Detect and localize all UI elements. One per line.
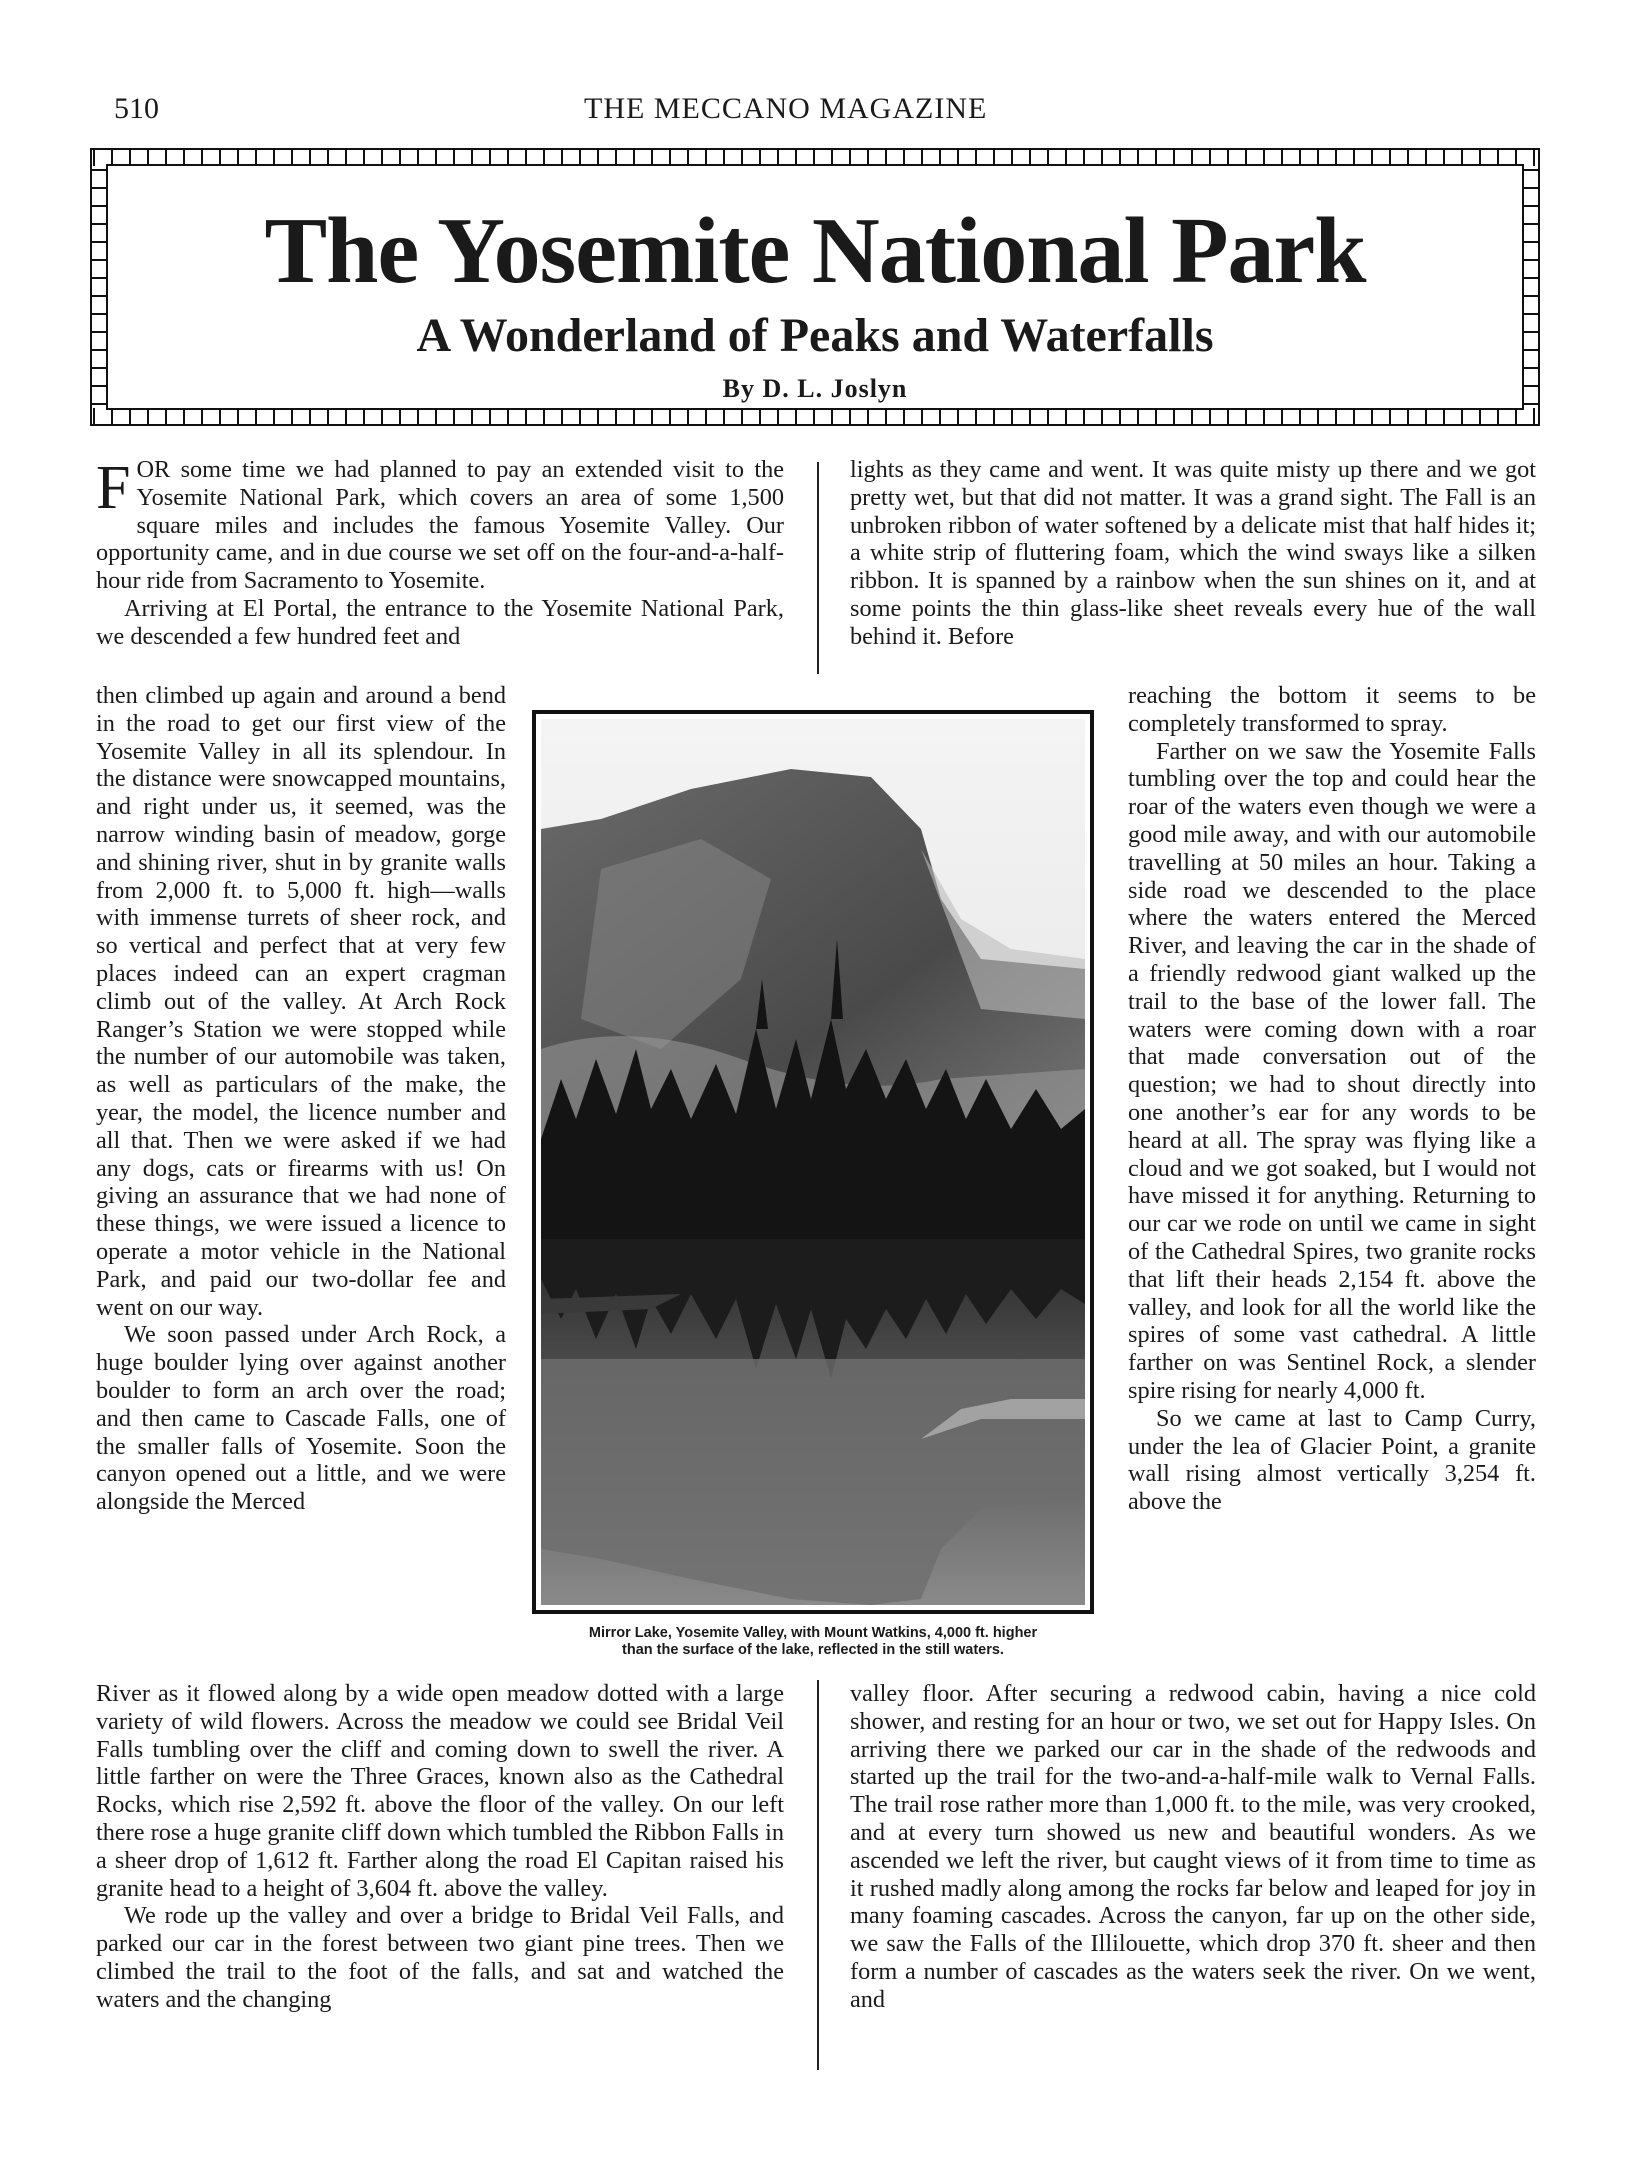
column-left-top bbox=[96, 456, 784, 651]
column-right-bottom bbox=[850, 1680, 1536, 2014]
drop-cap: F bbox=[96, 454, 131, 522]
paragraph: Arriving at El Portal, the entrance to the Yosemite National Park, we descended a few hundred feet and bbox=[96, 594, 784, 650]
column-divider bbox=[817, 462, 819, 674]
column-right-top bbox=[850, 456, 1536, 651]
column-divider bbox=[817, 1680, 819, 2070]
paragraph bbox=[96, 456, 784, 595]
paragraph: lights as they came and went. It was quite misty up there and we got pretty wet, but that did not matter. It was a grand sight. The Fall is an unbroken ribbon of water softened by a delicate mist that half hides it; a white strip of fluttering foam, which the wind sways like a silken ribbon. It is spanned by a rainbow when the sun shines on it, and at some points the thin glass-like sheet reveals every hue of the wall behind it. Before bbox=[850, 456, 1536, 650]
article-title: The Yosemite National Park bbox=[264, 199, 1366, 303]
paragraph: We rode up the valley and over a bridge to Bridal Veil Falls, and parked our car in the forest between two giant pine trees. Then we climbed the trail to the foot of the falls, and sat and watched the waters and the changing bbox=[96, 1902, 784, 2013]
column-right-middle bbox=[1128, 682, 1536, 1516]
page-number: 510 bbox=[114, 92, 159, 125]
paragraph: So we came at last to Camp Curry, under the lea of Glacier Point, a granite wall rising almost vertically 3,254 ft. above the bbox=[1128, 1404, 1536, 1516]
byline: By D. L. Joslyn bbox=[722, 374, 908, 403]
mirror-lake-photo bbox=[532, 710, 1094, 1614]
photo-caption bbox=[532, 1625, 1094, 1659]
paragraph: then climbed up again and around a bend in the road to get our first view of the Yosemite Valley in all its splendour. In the distance were snowcapped mountains, and right under us, it seemed, was the narrow winding basin of meadow, gorge and shining river, shut in by granite walls from 2,000 ft. to 5,000 ft. high—walls with immense turrets of sheer rock, and so vertical and perfect that at very few places indeed can an expert cragman climb out of the valley. At Arch Rock Ranger’s Station we were stopped while the number of our automobile was taken, as well as particulars of the make, the year, the model, the licence number and all that. Then we were asked if we had any dogs, cats or firearms with us! On giving an assurance that we had none of these things, we were issued a licence to operate a motor vehicle in the National Park, and paid our two-dollar fee and went on our way. bbox=[96, 682, 506, 1321]
paragraph: Farther on we saw the Yosemite Falls tumbling over the top and could hear the roar of the waters even though we were a good mile away, and with our automobile travelling at 50 miles an hour. Taking a side road we descended to the place where the waters entered the Merced River, and leaving the car in the shade of a friendly redwood giant walked up the trail to the base of the lower fall. The waters were coming down with a roar that made conversation out of the question; we had to shout directly into one another’s ear for any words to be heard at all. The spray was flying like a cloud and we got soaked, but I would not have missed it for anything. Returning to our car we rode on until we came in sight of the Cathedral Spires, two granite rocks that lift their heads 2,154 ft. above the valley, and look for all the world like the spires of some vast cathedral. A little farther on was Sentinel Rock, a slender spire rising for nearly 4,000 ft. bbox=[1128, 737, 1536, 1404]
mirror-lake-image bbox=[541, 719, 1085, 1605]
paragraph: reaching the bottom it seems to be completely transformed to spray. bbox=[1128, 682, 1536, 737]
paragraph: valley floor. After securing a redwood cabin, having a nice cold shower, and resting for an hour or two, we set out for Happy Isles. On arriving there we parked our car in the shade of the redwoods and started up the trail for the two-and-a-half-mile walk to Vernal Falls. The trail rose rather more than 1,000 ft. to the mile, was very crooked, and at every turn showed us new and beautiful wonders. As we ascended we left the river, but caught views of it from time to time as it rushed madly along among the rocks far below and leaped for joy in many foaming cascades. Across the canyon, far up on the other side, we saw the Falls of the Illilouette, which drop 370 ft. sheer and then form a number of cascades as the waters seek the river. On we went, and bbox=[850, 1680, 1536, 2013]
paragraph: We soon passed under Arch Rock, a huge boulder lying over against another boulder to form an arch over the road; and then came to Cascade Falls, one of the smaller falls of Yosemite. Soon the canyon opened out a little, and we were alongside the Merced bbox=[96, 1321, 506, 1516]
magazine-title: THE MECCANO MAGAZINE bbox=[584, 92, 988, 125]
paragraph: River as it flowed along by a wide open meadow dotted with a large variety of wild flowers. Across the meadow we could see Bridal Veil Falls tumbling over the cliff and coming down to swell the river. A little farther on were the Three Graces, known also as the Cathedral Rocks, which rise 2,592 ft. above the floor of the valley. On our left there rose a huge granite cliff down which tumbled the Ribbon Falls in a sheer drop of 1,612 ft. Farther along the road El Capitan raised his granite head to a height of 3,604 ft. above the valley. bbox=[96, 1680, 784, 1902]
running-head bbox=[114, 92, 1164, 132]
column-left-middle bbox=[96, 682, 506, 1516]
caption-line: than the surface of the lake, reflected in the still waters. bbox=[622, 1642, 1004, 1658]
article-subtitle: A Wonderland of Peaks and Waterfalls bbox=[416, 309, 1214, 362]
column-left-bottom bbox=[96, 1680, 784, 2014]
title-box bbox=[90, 148, 1540, 426]
paragraph-text: OR some time we had planned to pay an extended visit to the Yosemite National Park, which covers an area of some 1,500 square miles and includes the famous Yosemite Valley. Our opportunity came, and in due course we set off on the four-and-a-half-hour ride from Sacramento to Yosemite. bbox=[96, 456, 784, 595]
caption-line: Mirror Lake, Yosemite Valley, with Mount Watkins, 4,000 ft. higher bbox=[588, 1625, 1038, 1641]
